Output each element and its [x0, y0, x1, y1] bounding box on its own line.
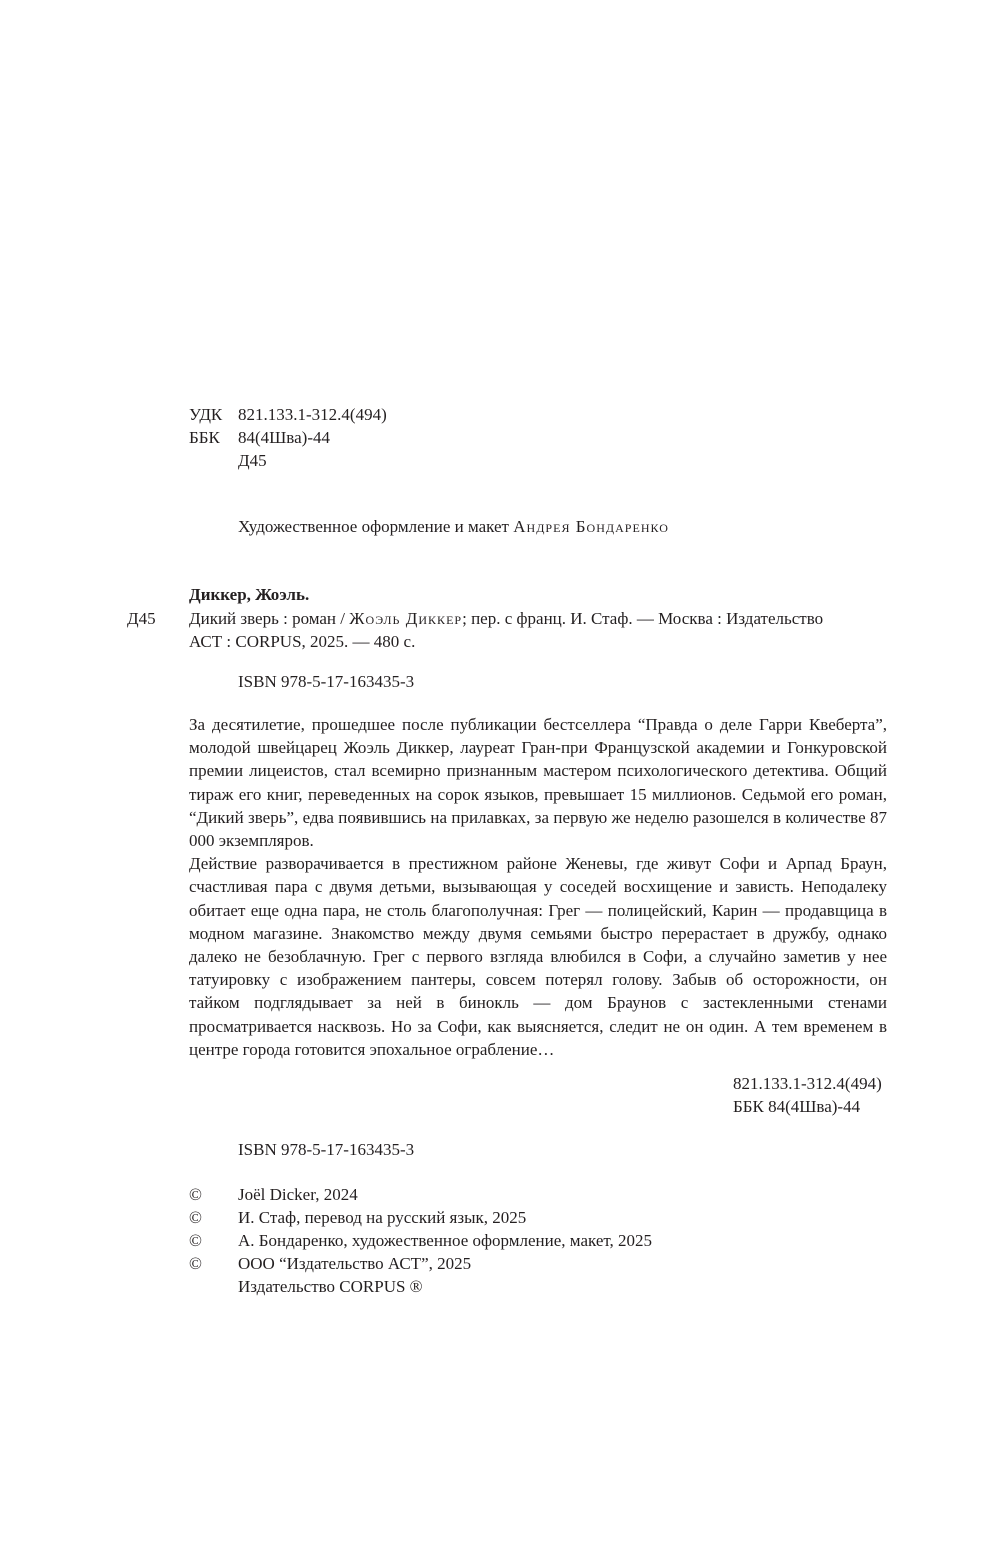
book-title: Дикий зверь : роман / [189, 609, 350, 628]
copyright-line [189, 1252, 471, 1275]
copyright-line [189, 1229, 652, 1252]
copyright-text: И. Стаф, перевод на русский язык, 2025 [238, 1208, 527, 1227]
udk-label: УДК [189, 405, 223, 424]
design-credit-name: Андрея Бондаренко [513, 517, 669, 536]
design-credit [238, 515, 669, 538]
udk-value: 821.133.1-312.4(494) [238, 405, 387, 424]
copyright-symbol: © [189, 1185, 202, 1204]
udk-row [189, 403, 387, 426]
annotation-paragraph-1: За десятилетие, прошедшее после публикации бестселлера “Правда о деле Гарри Квеберта”, молодой швейцарец Жоэль Диккер, лауреат Гран-при Французской академии и Гонкуровской премии лицеистов, стал всемирно признанным мастером психологического детектива. Общий тираж его книг, переведенных на сорок языков, превышает 15 миллионов. Седьмой его роман, “Дикий зверь”, едва появившись на прилавках, за первую же неделю разошелся в количестве 87 000 экземпляров. [189, 715, 887, 851]
design-credit-text: Художественное оформление и макет [238, 517, 514, 536]
copyright-line [189, 1206, 526, 1229]
annotation-paragraph-2: Действие разворачивается в престижном районе Женевы, где живут Софи и Арпад Браун, счастливая пара с двумя детьми, вызывающая у соседей восхищение и зависть. Неподалеку обитает еще одна пара, не столь благополучная: Грег — полицейский, Карин — продавщица в модном магазине. Знакомство между двумя семьями быстро перерастает в дружбу, однако далеко не безоблачную. Грег с первого взгляда влюбился в Софи, а случайно заметив у нее татуировку с изображением пантеры, совсем потерял голову. Забыв об осторожности, он тайком подглядывает за ней в бинокль — дом Браунов с застекленными стенами просматривается насквозь. Но за Софи, как выясняется, следит не он один. А тем временем в центре города готовится эпохальное ограбление… [189, 854, 887, 1059]
margin-author-mark: Д45 [127, 609, 156, 628]
copyright-symbol: © [189, 1254, 202, 1273]
book-imprint: ; пер. с франц. И. Стаф. — Москва : Издательство [462, 609, 824, 628]
isbn-bottom: ISBN 978-5-17-163435-3 [238, 1140, 415, 1159]
bibliographic-line-2: АСТ : CORPUS, 2025. — 480 с. [189, 632, 416, 651]
bibliographic-line-1 [189, 607, 887, 630]
bbk-row [189, 426, 330, 449]
copyright-text: Joël Dicker, 2024 [238, 1185, 358, 1204]
copyright-text: ООО “Издательство АСТ”, 2025 [238, 1254, 472, 1273]
bbk-value: 84(4Шва)-44 [238, 428, 330, 447]
author-mark: Д45 [238, 451, 267, 470]
author-mark-row [189, 449, 267, 472]
bbk-label: ББК [189, 428, 220, 447]
bottom-udk: 821.133.1-312.4(494) [733, 1074, 882, 1093]
book-author: Жоэль Диккер [349, 609, 463, 628]
copyright-symbol: © [189, 1231, 202, 1250]
publisher-trademark: Издательство CORPUS ® [238, 1277, 423, 1296]
copyright-symbol: © [189, 1208, 202, 1227]
author-heading: Диккер, Жоэль. [189, 585, 310, 604]
isbn-record: ISBN 978-5-17-163435-3 [238, 672, 415, 691]
bottom-bbk: ББК 84(4Шва)-44 [733, 1097, 861, 1116]
annotation [189, 713, 887, 1061]
copyright-line [189, 1275, 423, 1298]
copyright-line [189, 1183, 358, 1206]
copyright-text: А. Бондаренко, художественное оформление, макет, 2025 [238, 1231, 653, 1250]
